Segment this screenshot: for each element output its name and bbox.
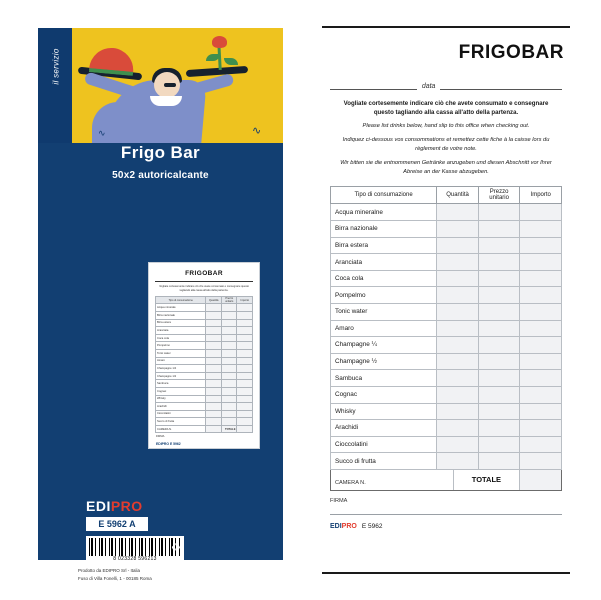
- preview-row: [156, 311, 253, 319]
- item-unit-price[interactable]: [478, 221, 520, 238]
- item-name: Whisky: [331, 403, 437, 420]
- item-unit-price[interactable]: [478, 204, 520, 221]
- item-amount[interactable]: [520, 320, 562, 337]
- package-footer: [78, 567, 152, 582]
- item-amount[interactable]: [520, 370, 562, 387]
- preview-cell: Cioccolatini: [156, 410, 206, 418]
- item-quantity[interactable]: [437, 386, 479, 403]
- preview-cell: [221, 372, 237, 380]
- table-row: [331, 386, 562, 403]
- total-label: TOTALE: [453, 470, 518, 490]
- preview-row: [156, 403, 253, 411]
- preview-row: [156, 387, 253, 395]
- table-row: [331, 237, 562, 254]
- table-row: [331, 420, 562, 437]
- frigobar-form: [322, 26, 570, 574]
- waiter-collar: [150, 96, 182, 106]
- preview-row: [156, 410, 253, 418]
- preview-cell: Birra nazionale: [156, 311, 206, 319]
- preview-cell: [237, 349, 253, 357]
- preview-cell: [221, 327, 237, 335]
- date-label: data: [421, 83, 436, 90]
- form-brand: [330, 523, 357, 530]
- notice-english: Please list drinks below, hand slip to this office when checking out.: [362, 123, 530, 130]
- item-amount[interactable]: [520, 436, 562, 453]
- table-header: [331, 187, 562, 204]
- item-quantity[interactable]: [437, 254, 479, 271]
- preview-cell: [237, 387, 253, 395]
- preview-cell: [206, 349, 222, 357]
- preview-cell: Whisky: [156, 395, 206, 403]
- preview-cell: [206, 395, 222, 403]
- preview-cell: [221, 418, 237, 426]
- preview-cell: Amaro: [156, 357, 206, 365]
- item-quantity[interactable]: [437, 270, 479, 287]
- col-header-amount: Importo: [520, 187, 562, 204]
- preview-th: Quantità: [206, 296, 222, 304]
- preview-cell: Sambuca: [156, 380, 206, 388]
- item-unit-price[interactable]: [478, 386, 520, 403]
- table-row: [331, 436, 562, 453]
- item-name: Arachidi: [331, 420, 437, 437]
- preview-total-label: TOTALE: [221, 425, 237, 433]
- preview-cell: [206, 327, 222, 335]
- item-quantity[interactable]: [437, 320, 479, 337]
- product-package: [38, 28, 283, 581]
- preview-cell: Birra estera: [156, 319, 206, 327]
- preview-cell: [237, 304, 253, 312]
- consumption-table: [330, 186, 562, 470]
- item-unit-price[interactable]: [478, 453, 520, 470]
- preview-row: [156, 365, 253, 373]
- item-amount[interactable]: [520, 386, 562, 403]
- waiter-eye: [164, 83, 176, 87]
- package-brand-logo: [86, 498, 143, 514]
- preview-cell: [206, 387, 222, 395]
- item-unit-price[interactable]: [478, 254, 520, 271]
- preview-note: Vogliate cortesemente indicare ciò che avete consumato e consegnare questo tagliando alla cassa all'atto della partenza.: [159, 285, 249, 292]
- preview-cell: Champagne 1/4: [156, 365, 206, 373]
- preview-cell: Aranciata: [156, 327, 206, 335]
- item-name: Coca cola: [331, 270, 437, 287]
- preview-cell: [221, 387, 237, 395]
- decorative-squiggle-icon: ∿: [98, 128, 106, 138]
- item-name: Acqua mineralne: [331, 204, 437, 221]
- preview-cell: [206, 418, 222, 426]
- table-row: [331, 254, 562, 271]
- brand-edi: EDI: [330, 522, 342, 530]
- preview-footer: [156, 435, 252, 438]
- item-quantity[interactable]: [437, 337, 479, 354]
- item-name: Amaro: [331, 320, 437, 337]
- item-name: Cognac: [331, 386, 437, 403]
- preview-cell: [237, 334, 253, 342]
- preview-cell: [237, 410, 253, 418]
- preview-row: [156, 304, 253, 312]
- item-quantity[interactable]: [437, 287, 479, 304]
- preview-row: [156, 319, 253, 327]
- preview-cell: [206, 403, 222, 411]
- table-row: [331, 221, 562, 238]
- item-quantity[interactable]: [437, 420, 479, 437]
- item-amount[interactable]: [520, 221, 562, 238]
- preview-cell: [237, 311, 253, 319]
- item-name: Birra nazionale: [331, 221, 437, 238]
- preview-cell: Champagne 1/2: [156, 372, 206, 380]
- preview-cell: [221, 395, 237, 403]
- package-vertical-text: il servizio: [51, 48, 61, 85]
- preview-cell: [221, 342, 237, 350]
- item-unit-price[interactable]: [478, 436, 520, 453]
- item-amount[interactable]: [520, 453, 562, 470]
- preview-cell: Pompelmo: [156, 342, 206, 350]
- preview-th: Tipo di consumazione: [156, 296, 206, 304]
- preview-cell: Arachidi: [156, 403, 206, 411]
- total-row: [330, 470, 562, 491]
- table-row: [331, 320, 562, 337]
- table-body: [331, 204, 562, 470]
- item-quantity[interactable]: [437, 403, 479, 420]
- package-title: Frigo Bar: [120, 143, 201, 162]
- item-amount[interactable]: [520, 403, 562, 420]
- preview-row: [156, 342, 253, 350]
- preview-cell: [221, 304, 237, 312]
- preview-cell: [221, 334, 237, 342]
- table-row: [331, 287, 562, 304]
- item-unit-price[interactable]: [478, 320, 520, 337]
- recycle-icon: ♻: [171, 542, 181, 554]
- item-amount[interactable]: [520, 204, 562, 221]
- preview-cell: [206, 372, 222, 380]
- table-row: [331, 337, 562, 354]
- item-unit-price[interactable]: [478, 237, 520, 254]
- preview-cell: [206, 304, 222, 312]
- table-row: [331, 303, 562, 320]
- notice-german: Wir bitten sie die entnommenen Getränke anzugeben und diesen Abschnitt vor Ihrer Abreise an der Kasse abzugeben.: [340, 159, 552, 175]
- leaf-icon: [224, 58, 238, 65]
- item-amount[interactable]: [520, 353, 562, 370]
- item-name: Aranciata: [331, 254, 437, 271]
- table-row: [331, 270, 562, 287]
- item-unit-price[interactable]: [478, 303, 520, 320]
- preview-cell: [237, 418, 253, 426]
- date-line-left: [330, 80, 417, 90]
- preview-row: [156, 327, 253, 335]
- item-unit-price[interactable]: [478, 403, 520, 420]
- item-amount[interactable]: [520, 287, 562, 304]
- item-name: Succo di frutta: [331, 453, 437, 470]
- preview-th: Prezzo unitario: [221, 296, 237, 304]
- signature-field[interactable]: FIRMA: [330, 498, 562, 515]
- item-quantity[interactable]: [437, 370, 479, 387]
- preview-cell: [237, 357, 253, 365]
- preview-row: [156, 349, 253, 357]
- preview-logo: EDIPRO E 5962: [156, 442, 181, 447]
- item-amount[interactable]: [520, 303, 562, 320]
- preview-camera-label: CAMERA N.: [156, 425, 206, 433]
- preview-cell: [206, 319, 222, 327]
- preview-cell: [237, 372, 253, 380]
- preview-row: [156, 380, 253, 388]
- notice-italian: Vogliate cortesemente indicare ciò che avete consumato e consegnare questo tagliando alla cassa all'atto della partenza.: [343, 100, 549, 117]
- item-amount[interactable]: [520, 420, 562, 437]
- item-unit-price[interactable]: [478, 270, 520, 287]
- preview-cell: [221, 410, 237, 418]
- preview-table: [155, 296, 253, 434]
- tray-right-icon: [186, 66, 248, 77]
- form-notice: [336, 99, 556, 176]
- item-name: Tonic water: [331, 303, 437, 320]
- table-header-row: [331, 187, 562, 204]
- item-amount[interactable]: [520, 254, 562, 271]
- preview-cell: [206, 334, 222, 342]
- date-input[interactable]: [440, 80, 562, 90]
- preview-cell: [221, 349, 237, 357]
- preview-cell: [237, 365, 253, 373]
- item-quantity[interactable]: [437, 436, 479, 453]
- preview-cell: [221, 380, 237, 388]
- preview-cell: Cognac: [156, 387, 206, 395]
- preview-row: [156, 334, 253, 342]
- preview-cell: [237, 395, 253, 403]
- package-footer-line2: Fuso di Villa Fonelli, 1 - 00185 Roma: [78, 575, 152, 581]
- preview-cell: Coca cola: [156, 334, 206, 342]
- col-header-type: Tipo di consumazione: [331, 187, 437, 204]
- item-name: Birra estera: [331, 237, 437, 254]
- item-unit-price[interactable]: [478, 337, 520, 354]
- preview-cell: [237, 342, 253, 350]
- preview-cell: [237, 425, 253, 433]
- preview-cell: Succo di frutta: [156, 418, 206, 426]
- package-subtitle: 50x2 autoricalcante: [112, 170, 209, 181]
- brand-pro: PRO: [110, 498, 143, 514]
- watermelon-icon: [89, 46, 135, 76]
- date-field-row: [330, 80, 562, 90]
- preview-cell: [206, 410, 222, 418]
- preview-title: FRIGOBAR: [185, 270, 223, 277]
- item-amount[interactable]: [520, 270, 562, 287]
- preview-cell: [206, 425, 222, 433]
- preview-rule: [155, 281, 253, 282]
- preview-row: [156, 418, 253, 426]
- preview-cell: [237, 319, 253, 327]
- preview-total-row: [156, 425, 253, 433]
- preview-cell: [237, 403, 253, 411]
- item-unit-price[interactable]: [478, 353, 520, 370]
- form-title: FRIGOBAR: [458, 42, 564, 63]
- preview-cell: [221, 357, 237, 365]
- barcode-bars: [89, 538, 181, 556]
- preview-cell: [206, 311, 222, 319]
- preview-cell: Acqua minerale: [156, 304, 206, 312]
- item-quantity[interactable]: [437, 453, 479, 470]
- item-unit-price[interactable]: [478, 420, 520, 437]
- item-quantity[interactable]: [437, 204, 479, 221]
- item-amount[interactable]: [520, 337, 562, 354]
- preview-cell: [206, 342, 222, 350]
- table-row: [331, 204, 562, 221]
- item-name: Sambuca: [331, 370, 437, 387]
- item-amount[interactable]: [520, 237, 562, 254]
- item-name: Champagne ½: [331, 353, 437, 370]
- item-quantity[interactable]: [437, 303, 479, 320]
- notice-french: Indiquez ci-dessous vos consommations et remettez cette fiche à la caisse lors du règlement de votre note.: [342, 137, 550, 152]
- preview-cell: [237, 380, 253, 388]
- camera-number-field[interactable]: CAMERA N.: [335, 479, 366, 486]
- form-code: E 5962: [361, 522, 383, 530]
- preview-cell: [221, 319, 237, 327]
- flower-icon: [212, 36, 227, 48]
- package-product-code: E 5962 A: [86, 517, 148, 531]
- preview-cell: [206, 365, 222, 373]
- preview-cell: Tonic water: [156, 349, 206, 357]
- package-form-preview: [148, 262, 260, 449]
- package-footer-line1: Prodotto da EDIPRO Srl - Italia: [78, 568, 141, 573]
- table-row: [331, 453, 562, 470]
- table-row: [331, 370, 562, 387]
- preview-row: [156, 357, 253, 365]
- item-name: Pompelmo: [331, 287, 437, 304]
- preview-th: Importo: [237, 296, 253, 304]
- preview-cell: [206, 357, 222, 365]
- item-quantity[interactable]: [437, 353, 479, 370]
- preview-cell: [237, 327, 253, 335]
- package-artwork: [38, 28, 283, 143]
- item-name: Champagne ¼: [331, 337, 437, 354]
- col-header-unit-price: Prezzo unitario: [478, 187, 520, 204]
- preview-firma: FIRMA: [156, 435, 165, 439]
- barcode: [86, 536, 184, 564]
- preview-table-header-row: [156, 296, 253, 304]
- item-quantity[interactable]: [437, 237, 479, 254]
- table-row: [331, 403, 562, 420]
- preview-row: [156, 372, 253, 380]
- table-row: [331, 353, 562, 370]
- preview-cell: [206, 380, 222, 388]
- item-name: Cioccolatini: [331, 436, 437, 453]
- item-unit-price[interactable]: [478, 370, 520, 387]
- form-footer: [330, 523, 570, 530]
- brand-edi: EDI: [86, 498, 111, 514]
- item-unit-price[interactable]: [478, 287, 520, 304]
- preview-row: [156, 395, 253, 403]
- preview-cell: [221, 365, 237, 373]
- total-value[interactable]: [519, 470, 561, 490]
- preview-cell: [221, 403, 237, 411]
- brand-pro: PRO: [341, 522, 357, 530]
- decorative-squiggle-icon: ∿: [252, 125, 262, 137]
- item-quantity[interactable]: [437, 221, 479, 238]
- col-header-quantity: Quantità: [437, 187, 479, 204]
- preview-cell: [221, 311, 237, 319]
- barcode-number: 8 023328 596213: [113, 556, 157, 562]
